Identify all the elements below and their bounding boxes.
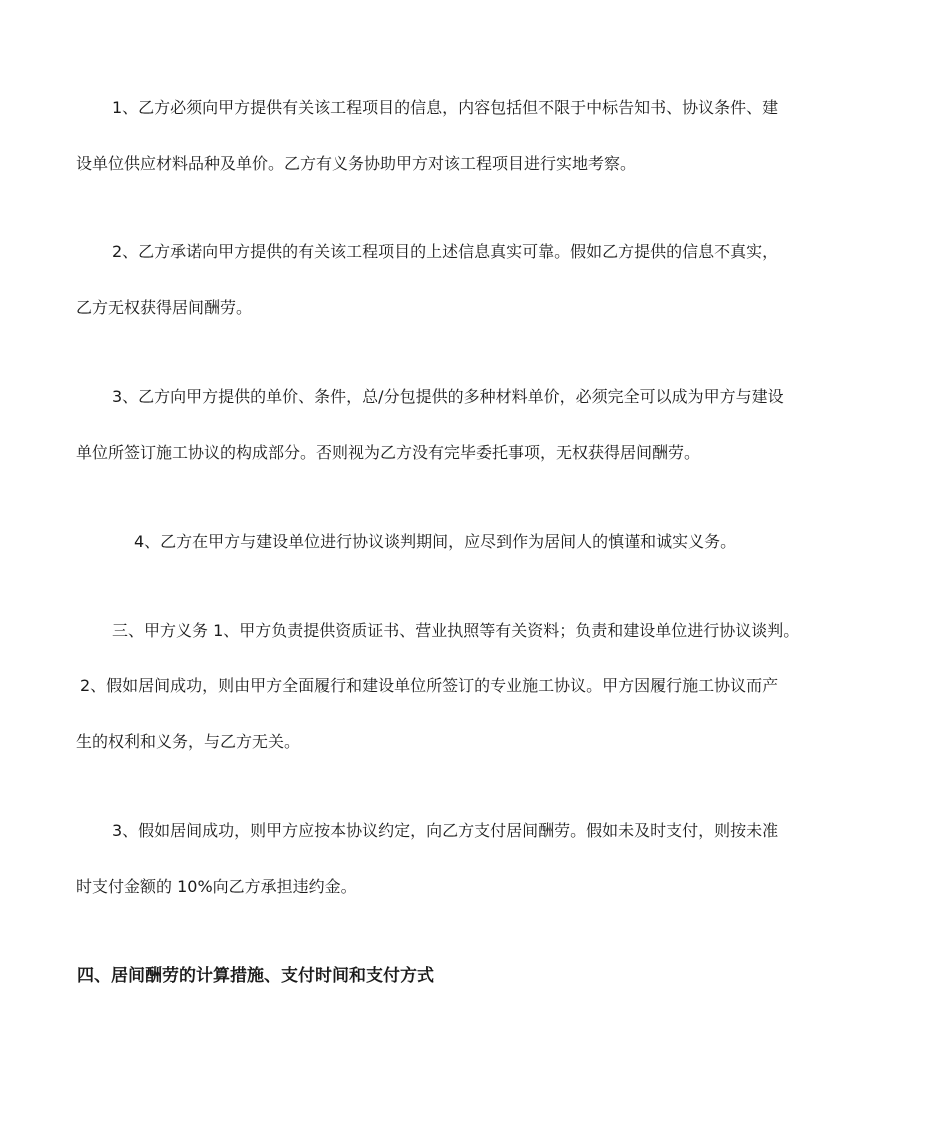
section-heading: 四、居间酬劳的计算措施、支付时间和支付方式 xyxy=(77,966,434,986)
paragraph-5-line-2: 2、假如居间成功，则由甲方全面履行和建设单位所签订的专业施工协议。甲方因履行施工协议而产 xyxy=(80,676,779,695)
paragraph-1-line-1: 1、乙方必须向甲方提供有关该工程项目的信息，内容包括但不限于中标告知书、协议条件、建 xyxy=(112,98,779,117)
paragraph-2-line-1: 2、乙方承诺向甲方提供的有关该工程项目的上述信息真实可靠。假如乙方提供的信息不真实， xyxy=(112,242,779,261)
paragraph-1-line-2: 设单位供应材料品种及单价。乙方有义务协助甲方对该工程项目进行实地考察。 xyxy=(76,154,637,173)
paragraph-3-line-1: 3、乙方向甲方提供的单价、条件，总/分包提供的多种材料单价，必须完全可以成为甲方与建设 xyxy=(112,387,784,406)
paragraph-5-line-3: 生的权利和义务，与乙方无关。 xyxy=(76,732,301,751)
paragraph-6-line-2: 时支付金额的 10%向乙方承担违约金。 xyxy=(76,877,357,896)
paragraph-2-line-2: 乙方无权获得居间酬劳。 xyxy=(76,298,253,317)
paragraph-6-line-1: 3、假如居间成功，则甲方应按本协议约定，向乙方支付居间酬劳。假如未及时支付，则按未准 xyxy=(112,821,779,840)
paragraph-5-line-1: 三、甲方义务 1、甲方负责提供资质证书、营业执照等有关资料；负责和建设单位进行协议谈判。 xyxy=(112,621,800,640)
paragraph-4-line-1: 4、乙方在甲方与建设单位进行协议谈判期间，应尽到作为居间人的慎谨和诚实义务。 xyxy=(134,532,737,551)
paragraph-3-line-2: 单位所签订施工协议的构成部分。否则视为乙方没有完毕委托事项，无权获得居间酬劳。 xyxy=(76,443,701,462)
